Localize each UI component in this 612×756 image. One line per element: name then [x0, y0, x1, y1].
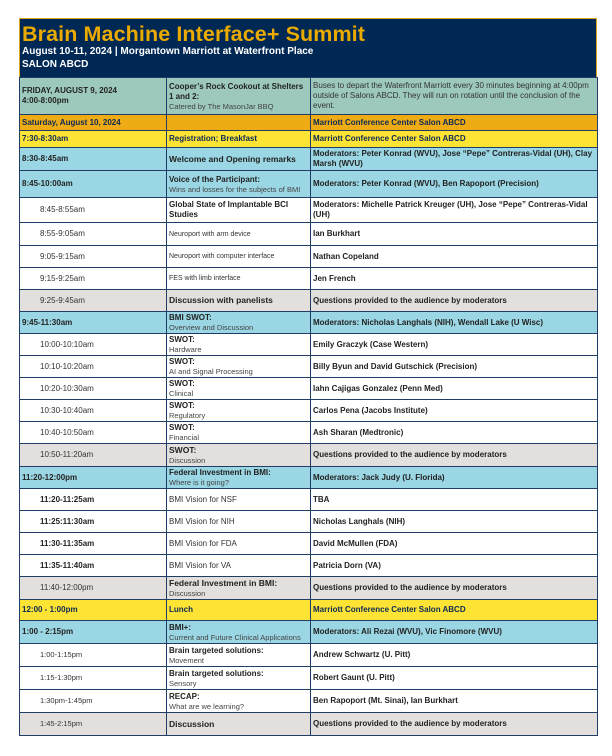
friday-date-cell: [20, 78, 167, 115]
session-presenters: Moderators: Peter Konrad (WVU), Jose “Pepe” Contreras-Vidal (UH), Clay Marsh (WVU): [311, 148, 598, 171]
session-time: 10:10-10:20am: [20, 356, 167, 378]
session-title-cell: [167, 644, 311, 667]
session-time: 8:45-10:00am: [20, 171, 167, 198]
agenda-row: [20, 600, 598, 621]
session-subtitle: BMI Vision for FDA: [169, 538, 237, 548]
session-subtitle: BMI Vision for VA: [169, 560, 231, 570]
session-presenters: Emily Graczyk (Case Western): [311, 334, 598, 356]
friday-time: 4:00-8:00pm: [22, 96, 69, 105]
agenda-row: [20, 223, 598, 246]
session-presenters: Marriott Conference Center Salon ABCD: [311, 600, 598, 621]
session-subtitle: Regulatory: [169, 411, 206, 420]
session-title: Federal Investment in BMI:: [169, 578, 278, 588]
agenda-table: [19, 77, 598, 736]
session-title: Welcome and Opening remarks: [169, 153, 296, 164]
session-presenters: Robert Gaunt (U. Pitt): [311, 667, 598, 690]
session-subtitle: Wins and losses for the subjects of BMI: [169, 184, 301, 194]
agenda-row: [20, 690, 598, 713]
friday-event: Cooper’s Rock Cookout at Shelters 1 and 2:: [169, 81, 304, 101]
session-title-cell: [167, 290, 311, 312]
session-title-cell: [167, 356, 311, 378]
session-title: Voice of the Participant:: [169, 174, 260, 184]
agenda-row: [20, 555, 598, 577]
session-title-cell: [167, 444, 311, 467]
session-title-cell: [167, 223, 311, 246]
agenda-row: [20, 378, 598, 400]
friday-row: [20, 78, 598, 115]
session-title: Registration; Breakfast: [169, 134, 258, 143]
session-presenters: Billy Byun and David Gutschick (Precision): [311, 356, 598, 378]
session-presenters: Jen French: [311, 268, 598, 290]
session-title: SWOT:: [169, 445, 197, 455]
session-title-cell: [167, 690, 311, 713]
session-title-cell: [167, 489, 311, 511]
session-title: SWOT:: [169, 379, 195, 388]
session-time: 9:45-11:30am: [20, 312, 167, 334]
session-title: Brain targeted solutions:: [169, 668, 264, 678]
session-title-cell: [167, 713, 311, 736]
friday-event-cell: [167, 78, 311, 115]
session-presenters: Moderators: Nicholas Langhals (NIH), Wendall Lake (U Wisc): [311, 312, 598, 334]
session-title: RECAP:: [169, 691, 200, 701]
saturday-empty: [167, 115, 311, 131]
session-title-cell: [167, 246, 311, 268]
session-title-cell: [167, 334, 311, 356]
agenda-row: [20, 621, 598, 644]
page-title: Brain Machine Interface+ Summit: [22, 22, 366, 46]
saturday-row: [20, 115, 598, 131]
session-title-cell: [167, 268, 311, 290]
agenda-row: [20, 577, 598, 600]
session-title: SWOT:: [169, 335, 195, 344]
session-title-cell: [167, 198, 311, 223]
agenda-row: [20, 444, 598, 467]
session-subtitle: Neuroport with arm device: [169, 230, 251, 238]
session-time: 11:25:11:30am: [20, 511, 167, 533]
session-title-cell: [167, 667, 311, 690]
session-title: SWOT:: [169, 423, 195, 432]
session-title-cell: [167, 312, 311, 334]
session-subtitle: Financial: [169, 433, 200, 442]
session-time: 1:15-1:30pm: [20, 667, 167, 690]
session-title: SWOT:: [169, 357, 195, 366]
session-presenters: Questions provided to the audience by moderators: [311, 713, 598, 736]
session-subtitle: Clinical: [169, 389, 194, 398]
session-time: 9:25-9:45am: [20, 290, 167, 312]
session-title: BMI+:: [169, 622, 191, 632]
agenda-row: [20, 533, 598, 555]
agenda-row: [20, 489, 598, 511]
session-subtitle: FES with limb interface: [169, 275, 241, 282]
session-time: 12:00 - 1:00pm: [20, 600, 167, 621]
agenda-row: [20, 268, 598, 290]
session-subtitle: Neuroport with computer interface: [169, 253, 275, 260]
session-title-cell: [167, 400, 311, 422]
session-time: 10:30-10:40am: [20, 400, 167, 422]
session-presenters: David McMullen (FDA): [311, 533, 598, 555]
session-subtitle: BMI Vision for NIH: [169, 516, 235, 526]
session-title: Discussion with panelists: [169, 295, 273, 305]
session-title-cell: [167, 555, 311, 577]
friday-note: Buses to depart the Waterfront Marriott every 30 minutes beginning at 4:00pm outside of Salons ABCD. They will run on rotation until the conclusion of the event.: [311, 78, 598, 115]
session-title: Global State of Implantable BCI Studies: [169, 200, 289, 219]
session-subtitle: BMI Vision for NSF: [169, 494, 237, 504]
agenda-row: [20, 198, 598, 223]
session-title: Lunch: [169, 605, 193, 614]
session-time: 8:55-9:05am: [20, 223, 167, 246]
agenda-row: [20, 667, 598, 690]
session-presenters: Moderators: Jack Judy (U. Florida): [311, 467, 598, 489]
session-title: Federal Investment in BMI:: [169, 468, 271, 477]
session-presenters: Questions provided to the audience by moderators: [311, 577, 598, 600]
session-time: 10:20-10:30am: [20, 378, 167, 400]
session-time: 11:20-11:25am: [20, 489, 167, 511]
session-title-cell: [167, 378, 311, 400]
session-title: BMI SWOT:: [169, 313, 212, 322]
friday-date: FRIDAY, AUGUST 9, 2024: [22, 86, 117, 95]
session-presenters: Nicholas Langhals (NIH): [311, 511, 598, 533]
session-time: 1:00 - 2:15pm: [20, 621, 167, 644]
session-title-cell: [167, 577, 311, 600]
session-subtitle: What are we learning?: [169, 701, 245, 711]
session-presenters: Ian Burkhart: [311, 223, 598, 246]
agenda-row: [20, 644, 598, 667]
session-subtitle: Sensory: [169, 678, 197, 688]
session-title-cell: [167, 621, 311, 644]
session-time: 11:35-11:40am: [20, 555, 167, 577]
session-subtitle: Current and Future Clinical Applications: [169, 632, 301, 642]
session-time: 1:00-1:15pm: [20, 644, 167, 667]
session-subtitle: Where is it going?: [169, 478, 230, 487]
session-presenters: Patricia Dorn (VA): [311, 555, 598, 577]
session-presenters: Carlos Pena (Jacobs Institute): [311, 400, 598, 422]
session-title-cell: [167, 422, 311, 444]
session-presenters: Iahn Cajigas Gonzalez (Penn Med): [311, 378, 598, 400]
session-title: Discussion: [169, 718, 215, 729]
agenda-row: [20, 334, 598, 356]
event-dates-venue: August 10-11, 2024 | Morgantown Marriott at Waterfront Place: [22, 46, 314, 57]
agenda-row: [20, 356, 598, 378]
session-time: 9:15-9:25am: [20, 268, 167, 290]
session-subtitle: Overview and Discussion: [169, 323, 254, 332]
session-title: SWOT:: [169, 401, 195, 410]
session-title-cell: [167, 131, 311, 148]
agenda-row: [20, 713, 598, 736]
event-room: SALON ABCD: [22, 59, 89, 70]
session-time: 8:45-8:55am: [20, 198, 167, 223]
session-time: 11:30-11:35am: [20, 533, 167, 555]
session-time: 1:45-2:15pm: [20, 713, 167, 736]
session-presenters: Questions provided to the audience by moderators: [311, 444, 598, 467]
session-presenters: Andrew Schwartz (U. Pitt): [311, 644, 598, 667]
agenda-header: [19, 18, 597, 77]
session-title: Brain targeted solutions:: [169, 645, 264, 655]
session-time: 10:40-10:50am: [20, 422, 167, 444]
session-presenters: Moderators: Michelle Patrick Kreuger (UH), Jose “Pepe” Contreras-Vidal (UH): [311, 198, 598, 223]
session-subtitle: Movement: [169, 655, 205, 665]
session-presenters: TBA: [311, 489, 598, 511]
session-time: 10:50-11:20am: [20, 444, 167, 467]
session-title-cell: [167, 511, 311, 533]
session-title-cell: [167, 148, 311, 171]
session-time: 10:00-10:10am: [20, 334, 167, 356]
agenda-row: [20, 312, 598, 334]
session-presenters: Moderators: Peter Konrad (WVU), Ben Rapoport (Precision): [311, 171, 598, 198]
session-subtitle: Discussion: [169, 589, 206, 598]
session-time: 8:30-8:45am: [20, 148, 167, 171]
friday-event-sub: Catered by The MasonJar BBQ: [169, 101, 274, 111]
saturday-date: Saturday, August 10, 2024: [20, 115, 167, 131]
agenda-row: [20, 511, 598, 533]
session-title-cell: [167, 600, 311, 621]
agenda-row: [20, 467, 598, 489]
session-subtitle: AI and Signal Processing: [169, 367, 253, 376]
agenda-row: [20, 131, 598, 148]
saturday-location: Marriott Conference Center Salon ABCD: [311, 115, 598, 131]
session-time: 7:30-8:30am: [20, 131, 167, 148]
session-presenters: Nathan Copeland: [311, 246, 598, 268]
session-time: 1:30pm-1:45pm: [20, 690, 167, 713]
session-subtitle: Hardware: [169, 345, 202, 354]
session-time: 9:05-9:15am: [20, 246, 167, 268]
session-title-cell: [167, 171, 311, 198]
session-time: 11:20-12:00pm: [20, 467, 167, 489]
session-subtitle: Discussion: [169, 456, 206, 465]
agenda-row: [20, 171, 598, 198]
agenda-row: [20, 290, 598, 312]
agenda-row: [20, 246, 598, 268]
agenda-row: [20, 148, 598, 171]
agenda-row: [20, 422, 598, 444]
session-time: 11:40-12:00pm: [20, 577, 167, 600]
session-presenters: Marriott Conference Center Salon ABCD: [311, 131, 598, 148]
session-title-cell: [167, 467, 311, 489]
agenda-row: [20, 400, 598, 422]
session-presenters: Moderators: Ali Rezai (WVU), Vic Finomore (WVU): [311, 621, 598, 644]
session-title-cell: [167, 533, 311, 555]
session-presenters: Questions provided to the audience by moderators: [311, 290, 598, 312]
session-presenters: Ben Rapoport (Mt. Sinai), Ian Burkhart: [311, 690, 598, 713]
agenda-sheet: [19, 18, 597, 736]
session-presenters: Ash Sharan (Medtronic): [311, 422, 598, 444]
